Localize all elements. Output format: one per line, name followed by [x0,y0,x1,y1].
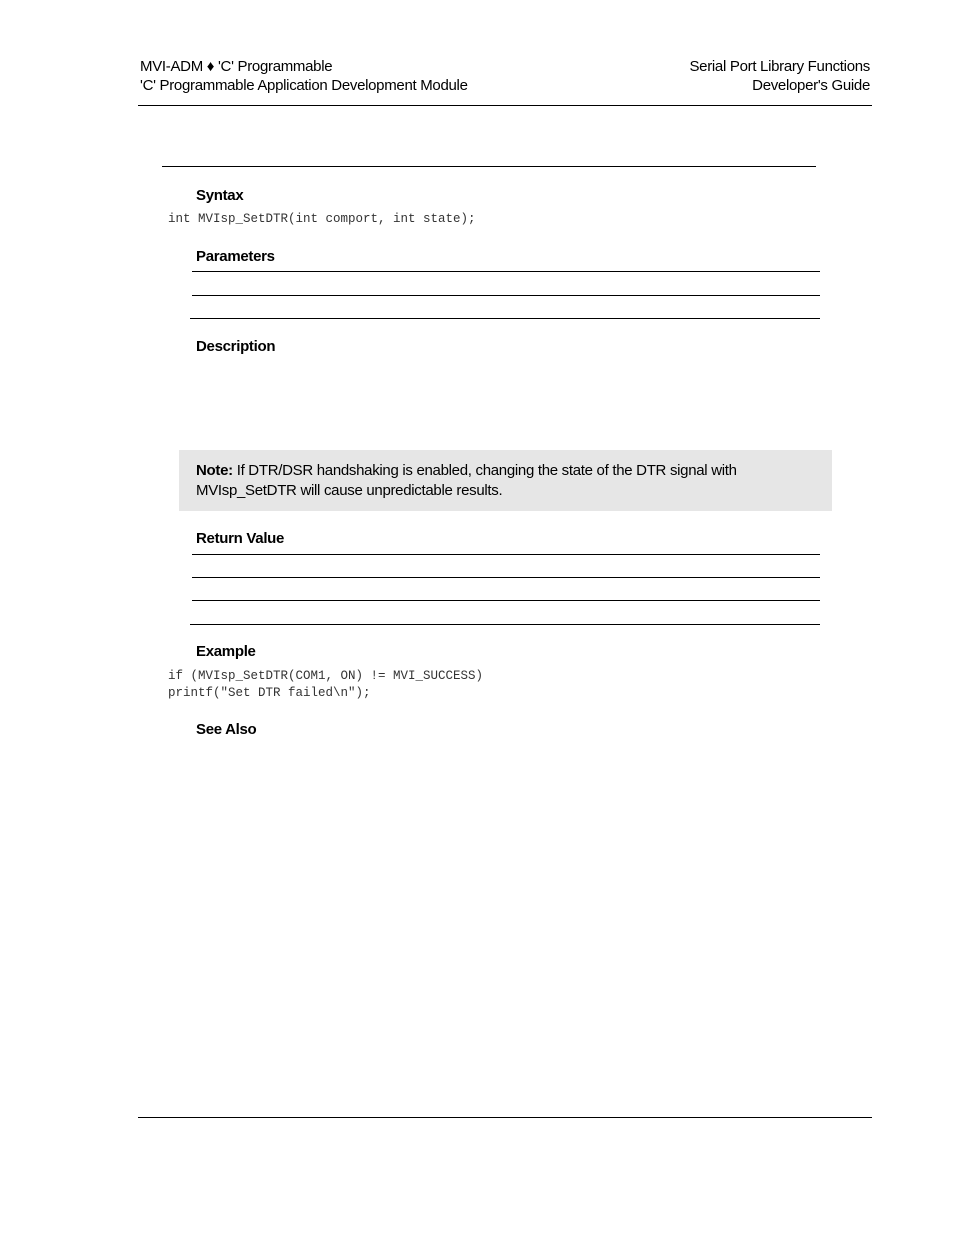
return-value-heading: Return Value [196,530,285,547]
parameters-table-rule [192,295,820,296]
parameters-heading: Parameters [196,248,275,265]
parameters-table-rule [192,271,820,272]
example-code-line-1: if (MVIsp_SetDTR(COM1, ON) != MVI_SUCCESS) [168,669,484,683]
example-code-line-2: printf("Set DTR failed\n"); [168,686,371,700]
page-header-right [689,57,870,95]
function-title-rule [162,166,816,167]
note-text [196,461,796,501]
note-label: Note: [196,462,233,479]
syntax-code: int MVIsp_SetDTR(int comport, int state); [168,212,476,226]
header-product-subtitle: 'C' Programmable Application Development Module [140,77,468,94]
note-body: If DTR/DSR handshaking is enabled, changing the state of the DTR signal with MVIsp_SetDTR will cause unpredictable results. [196,462,737,499]
page-header-left [140,57,468,95]
description-heading: Description [196,338,276,355]
header-guide-title: Developer's Guide [752,77,870,94]
see-also-heading: See Also [196,721,257,738]
syntax-heading: Syntax [196,187,244,204]
header-rule [138,105,872,106]
header-product-title: MVI-ADM ♦ 'C' Programmable [140,58,333,75]
return-value-table-rule [192,554,820,555]
example-heading: Example [196,643,256,660]
parameters-table-rule [190,318,820,319]
header-chapter-title: Serial Port Library Functions [689,58,870,75]
return-value-table-rule [190,624,820,625]
footer-rule [138,1117,872,1118]
note-box [179,450,832,511]
return-value-table-rule [192,600,820,601]
return-value-table-rule [192,577,820,578]
